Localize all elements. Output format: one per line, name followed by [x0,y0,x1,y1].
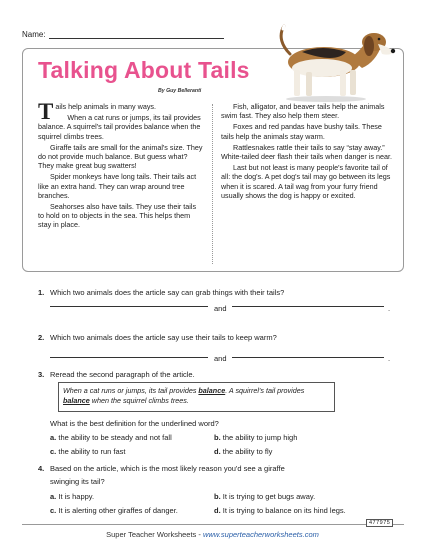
and-label: and [214,354,227,363]
article-title: Talking About Tails [38,57,250,83]
option-3c[interactable] [50,447,125,456]
option-text: the ability to be steady and not fall [58,433,172,442]
question-number: 1. [38,288,45,297]
name-row [22,30,224,39]
option-text: It is happy. [58,492,95,501]
article-right-column [221,102,393,202]
question-text: Which two animals does the article say can grab things with their tails? [50,288,285,297]
paragraph: Fish, alligator, and beaver tails help the animals swim fast. They also help them steer. [221,102,385,121]
question-4-continued: swinging its tail? [50,477,105,486]
question-number: 4. [38,464,45,473]
underlined-word: balance [63,395,90,405]
answer-line-q1-b[interactable] [232,306,384,307]
question-2 [38,333,398,342]
option-letter: d. [214,447,221,456]
column-divider [212,104,213,264]
option-letter: c. [50,447,57,456]
question-text: Reread the second paragraph of the article. [50,370,195,379]
period-label: . [388,304,391,313]
footer-brand: Super Teacher Worksheets [106,530,197,539]
option-text: the ability to jump high [222,433,298,442]
question-number: 3. [38,370,45,379]
option-text: the ability to fly [222,447,273,456]
option-letter: a. [50,433,57,442]
question-1 [38,288,398,297]
quote-text: when the squirrel climbs trees. [89,395,189,405]
question-3 [38,370,398,379]
article-byline: By Guy Belleranti [158,88,202,94]
option-letter: c. [50,506,57,515]
option-3a[interactable] [50,433,172,442]
footer-divider [22,524,404,525]
beagle-dog-illustration [262,24,402,104]
and-label: and [214,304,227,313]
option-text: It is trying to get bugs away. [222,492,316,501]
footer-separator: - [196,530,203,539]
option-3d[interactable] [214,447,272,456]
paragraph: Seahorses also have tails. They use their tails to hold on to objects in the sea. This helps them stay in place. [38,202,197,230]
question-text: Which two animals does the article say use their tails to keep warm? [50,333,277,342]
option-4c[interactable] [50,506,178,515]
option-letter: d. [214,506,221,515]
question-text: Based on the article, which is the most likely reason you'd see a giraffe [50,464,285,473]
option-text: It is trying to balance on its hind legs. [222,506,346,515]
paragraph: When a cat runs or jumps, its tail provides balance. A squirrel's tail provides balance when the squirrel climbs trees. [38,113,201,141]
paragraph: ails help animals in many ways. [55,102,157,111]
name-label: Name: [22,30,46,39]
answer-line-q2-a[interactable] [50,357,208,358]
option-letter: b. [214,492,221,501]
quoted-passage [58,382,335,412]
paragraph: Spider monkeys have long tails. Their tails act like an extra hand. They can wrap around tree branches. [38,172,197,200]
option-letter: a. [50,492,57,501]
paragraph: Last but not least is many people's favorite tail of all: the dog's. A pet dog's tail may go between its legs when it is scared. A tail wag from your furry friend usually shows the dog is happy or excited. [221,163,391,200]
drop-cap: T [38,99,54,124]
name-field[interactable] [49,32,224,39]
option-text: the ability to run fast [58,447,126,456]
question-number: 2. [38,333,45,342]
option-4a[interactable] [50,492,94,501]
period-label: . [388,354,391,363]
underlined-word: balance [198,386,226,395]
option-4b[interactable] [214,492,315,501]
paragraph: Giraffe tails are small for the animal's size. They do not provide much balance. But guess what? They make great bug swatters! [38,142,203,171]
paragraph: Foxes and red pandas have bushy tails. These tails help the animals stay warm. [221,122,382,141]
option-letter: b. [214,433,221,442]
answer-line-q2-b[interactable] [232,357,384,358]
option-text: It is alerting other giraffes of danger. [58,506,178,515]
footer-url-link[interactable]: www.superteacherworksheets.com [202,530,319,539]
question-4 [38,464,398,473]
option-4d[interactable] [214,506,346,515]
answer-line-q1-a[interactable] [50,306,208,307]
footer [0,530,425,539]
quote-text: . A squirrel's tail provides [225,386,305,395]
worksheet-code: 477975 [366,519,393,527]
question-3-prompt: What is the best definition for the underlined word? [50,419,219,428]
article-left-column [38,99,204,232]
quote-text: When a cat runs or jumps, its tail provides [63,386,199,395]
option-3b[interactable] [214,433,297,442]
paragraph: Rattlesnakes rattle their tails to say “stay away.” White-tailed deer flash their tails when danger is near. [221,142,392,162]
